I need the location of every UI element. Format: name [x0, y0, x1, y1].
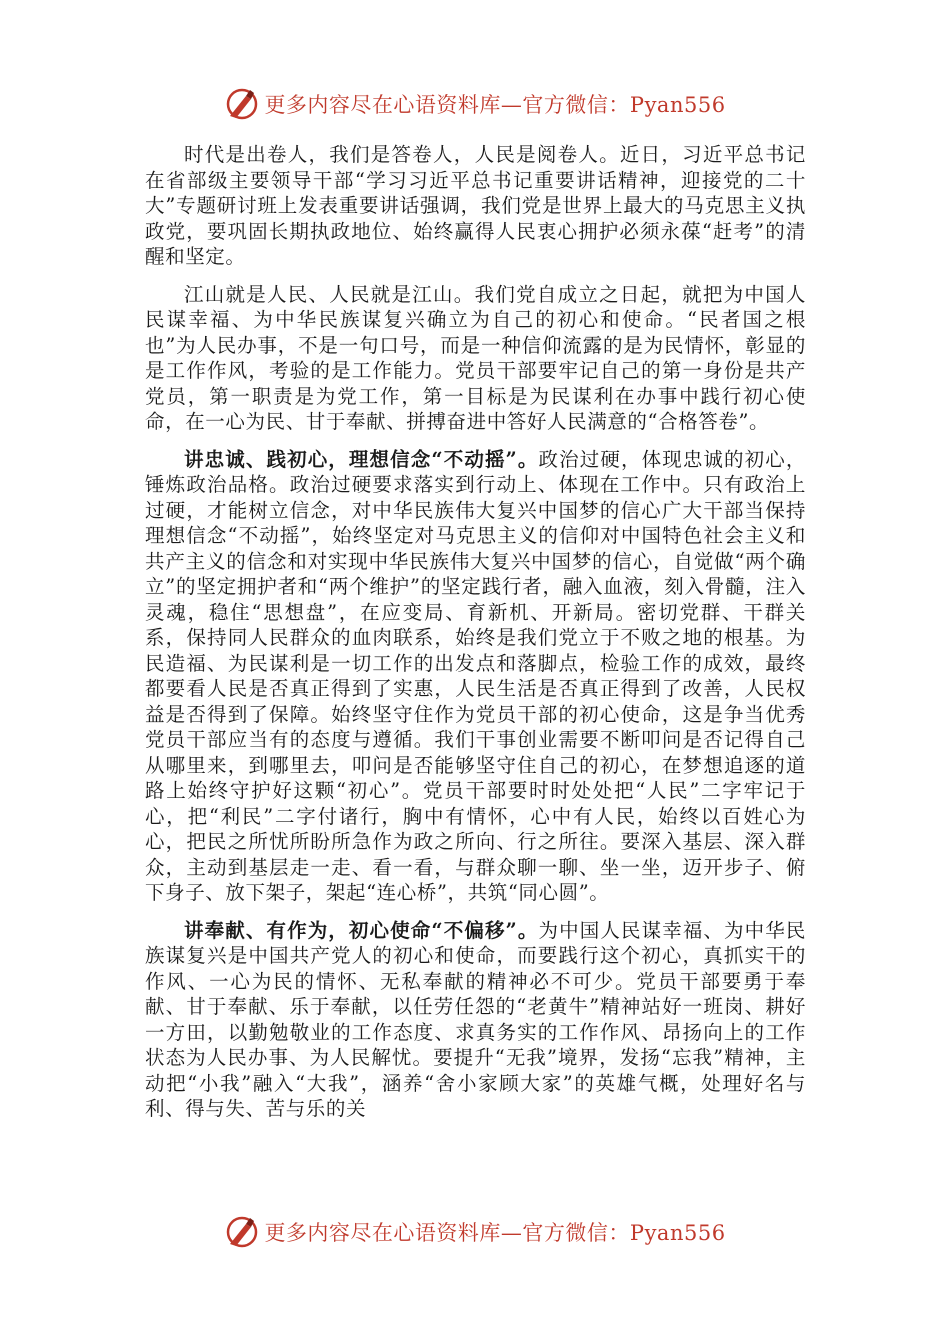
- paragraph-3: [145, 447, 806, 906]
- banner-text: 更多内容尽在心语资料库—官方微信：Pyan556: [264, 1221, 726, 1245]
- paragraph-2: [145, 282, 806, 435]
- paragraph-4-heading: 讲奉献、有作为，初心使命“不偏移”。: [184, 918, 539, 942]
- paragraph-3-text: 政治过硬，体现忠诚的初心，锤炼政治品格。政治过硬要求落实到行动上、体现在工作中。只有政治上过硬，才能树立信念，对中华民族伟大复兴中国梦的信心广大干部当保持理想信念“不动摇”，始终坚定对马克思主义的信仰对中国特色社会主义和共产主义的信念和对实现中华民族伟大复兴中国梦的信心，自觉做“两个确立”的坚定拥护者和“两个维护”的坚定践行者，融入血液，刻入骨髓，注入灵魂，稳住“思想盘”，在应变局、育新机、开新局。密切党群、干群关系，保持同人民群众的血肉联系，始终是我们党立于不败之地的根基。为民造福、为民谋利是一切工作的出发点和落脚点，检验工作的成效，最终都要看人民是否真正得到了实惠，人民生活是否真正得到了改善，人民权益是否得到了保障。始终坚守住作为党员干部的初心使命，这是争当优秀党员干部应当有的态度与遵循。我们干事创业需要不断叩问是否记得自己从哪里来，到哪里去，叩问是否能够坚守住自己的初心，在梦想追逐的道路上始终守护好这颗“初心”。党员干部要时时处处把“人民”二字牢记于心，把“利民”二字付诸行，胸中有情怀，心中有人民，始终以百姓心为心，把民之所忧所盼所急作为政之所向、行之所往。要深入基层、深入群众，主动到基层走一走、看一看，与群众聊一聊、坐一坐，迈开步子、俯下身子、放下架子，架起“连心桥”，共筑“同心圆”。: [145, 447, 806, 904]
- paragraph-2-text: 江山就是人民、人民就是江山。我们党自成立之日起，就把为中国人民谋幸福、为中华民族谋复兴确立为自己的初心和使命。“民者国之根也”为人民办事，不是一句口号，而是一种信仰流露的是为民情怀，彰显的是工作作风，考验的是工作能力。党员干部要牢记自己的第一身份是共产党员，第一职责是为党工作，第一目标是为民谋利在办事中践行初心使命，在一心为民、甘于奉献、拼搏奋进中答好人民满意的“合格答卷”。: [145, 282, 806, 433]
- banner-text: 更多内容尽在心语资料库—官方微信：Pyan556: [264, 93, 726, 117]
- paragraph-4: [145, 918, 806, 1122]
- article-body: [145, 142, 806, 1134]
- footer-watermark-banner: [0, 1212, 950, 1252]
- pen-circle-logo-icon: [224, 86, 260, 122]
- paragraph-4-text: 为中国人民谋幸福、为中华民族谋复兴是中国共产党人的初心和使命，而要践行这个初心，真抓实干的作风、一心为民的情怀、无私奉献的精神必不可少。党员干部要勇于奉献、甘于奉献、乐于奉献，以任劳任怨的“老黄牛”精神站好一班岗、耕好一方田，以勤勉敬业的工作态度、求真务实的工作作风、昂扬向上的工作状态为人民办事、为人民解忧。要提升“无我”境界，发扬“忘我”精神，主动把“小我”融入“大我”，涵养“舍小家顾大家”的英雄气概，处理好名与利、得与失、苦与乐的关: [145, 918, 806, 1120]
- paragraph-1-text: 时代是出卷人，我们是答卷人，人民是阅卷人。近日，习近平总书记在省部级主要领导干部“学习习近平总书记重要讲话精神，迎接党的二十大”专题研讨班上发表重要讲话强调，我们党是世界上最大的马克思主义执政党，要巩固长期执政地位、始终赢得人民衷心拥护必须永葆“赶考”的清醒和坚定。: [145, 143, 806, 268]
- header-watermark-banner: [0, 84, 950, 124]
- paragraph-3-heading: 讲忠诚、践初心，理想信念“不动摇”。: [184, 447, 539, 471]
- pen-circle-logo-icon: [224, 1214, 260, 1250]
- paragraph-1: [145, 142, 806, 270]
